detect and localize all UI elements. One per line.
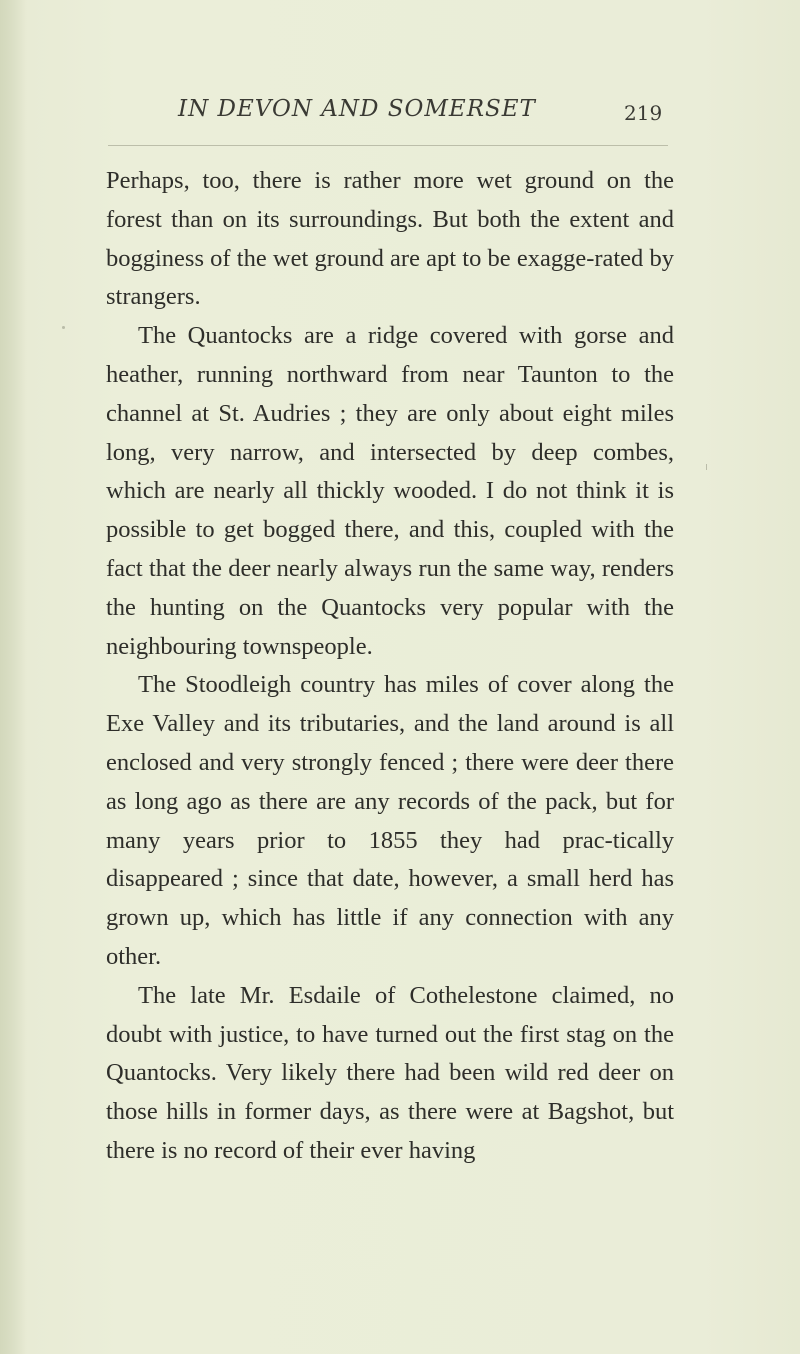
paragraph-quantocks: The Quantocks are a ridge covered with gorse and heather, running northward from near Taunton to the channel at St. Audries ; they are only about eight miles long, very narrow, and intersected by deep combes, which are nearly all thickly wooded. I do not think it is possible to get bogged there, and this, coupled with the fact that the deer nearly always run the same way, renders the hunting on the Quantocks very popular with the neighbouring townspeople. [106,322,674,660]
paper-speck [706,464,707,470]
paragraph-stoodleigh: The Stoodleigh country has miles of cover along the Exe Valley and its tributaries, and the land around is all enclosed and very strongly fenced ; there were deer there as long ago as there are any records of the pack, but for many years prior to 1855 they had prac-tically disappeared ; since that date, however, a small herd has grown up, which has little if any connection with any other. [106,671,674,970]
gutter-shadow [0,0,26,1354]
running-head: IN DEVON AND SOMERSET [178,96,536,122]
paragraph-continued: Perhaps, too, there is rather more wet ground on the forest than on its surroundings. But both the extent and bogginess of the wet ground are apt to be exagge-rated by strangers. [106,167,674,311]
page-number: 219 [624,101,663,125]
body-text [106,162,674,1171]
header-rule [108,145,668,146]
paper-speck [62,326,65,329]
paragraph-esdaile: The late Mr. Esdaile of Cothelestone claimed, no doubt with justice, to have turned out the first stag on the Quantocks. Very likely there had been wild red deer on those hills in former days, as there were at Bagshot, but there is no record of their ever having [106,981,674,1164]
